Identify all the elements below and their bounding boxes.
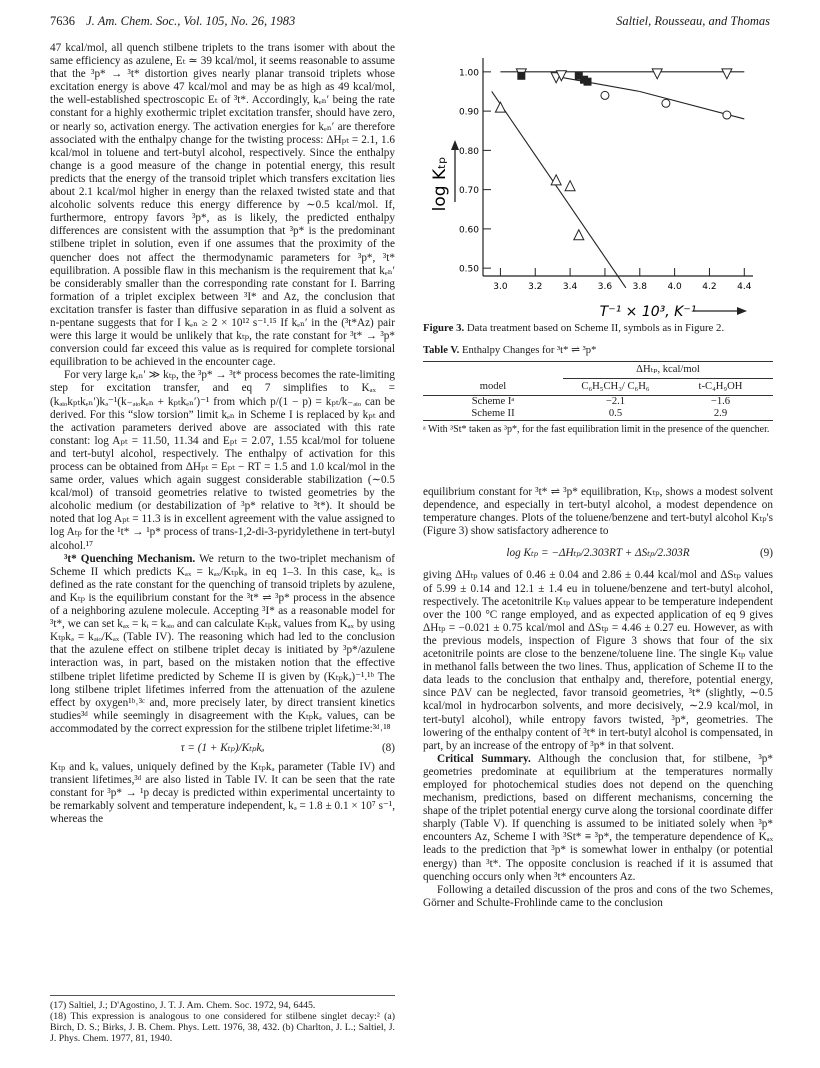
chart-markers [495,69,731,240]
right-paragraph-3-body: Although the conclusion that, for stilbene, ³p* geometries predominate at equilibrium at the temperatures normally employed for photochemical studies does not depend on the quenching mechanism, predictions, based on different mechanisms, concerning the shape of the triplet potential energy curve along the torsional coordinate differ sharply (Table V). If quenching is assumed to be initiated solely when ³p* encounters Az, Scheme I with ³St* ≡ ³p*, the temperature dependence of Kₐₓ leads to the prediction that ³p* is somewhat lower in enthalpy (or potential energy) than ³t*. The opposite conclusion is reached if it is assumed that quenching occurs only when ³t* encounters Az. [423,752,773,883]
table-title-text: Enthalpy Changes for ³t* ⇌ ³p* [459,345,597,356]
table-row [423,396,773,409]
left-paragraph-2: For very large kₑₙ′ ≫ kₜₚ, the ³p* → ³t* process becomes the rate-limiting step for excitation transfer, and eq 7 simplifies to Kₐₓ = (kₔᵢₒkₚₜkₑₙ′)kₔ⁻¹(k₋ₔᵢₒkₑₙ + kₚₜkₑₙ′)⁻¹ from which p/(1 − p) = kₚₜ/k₋ₔᵢₒ can be derived. For this “slow torsion” limit kₑₙ in Scheme I is replaced by kₚₜ and the activation parameters derived above are associated with this rate constant: log Aₚₜ = 11.50, 11.34 and Eₚₜ = 2.07, 1.55 kcal/mol for toluene and tert-butyl alcohol, respectively. The enthalpy of activation for this process can be obtained from ΔHₚₜ = Eₚₜ − RT = 1.5 and 1.0 kcal/mol in the same order, values which again suggest considerable stabilization (∼0.5 kcal/mol) of transoid geometries relative to twisted geometries by the alcoholic medium (or destabilization of ³p* relative to ³t*). It should be noted that log Aₚₜ = 11.3 is in excellent agreement with the value assigned to log Aₜₚ for the ¹t* → ¹p* process of trans-1,2-di-3-pyridylethene in tert-butyl alcohol.¹⁷ [50,369,395,552]
triangle-down-marker [652,69,662,79]
header-authors: Saltiel, Rousseau, and Thomas [616,14,770,28]
table-row [423,408,773,421]
triangle-up-marker [574,230,584,240]
table-col-model: model [479,381,507,392]
y-tick-label: 1.00 [458,68,479,79]
x-axis-label: T⁻¹ × 10³, K⁻¹ [599,304,697,320]
equation-9-number: (9) [759,547,773,560]
circle-marker [601,91,609,99]
figure-3-caption [423,322,775,335]
y-tick-label: 0.80 [458,146,479,157]
circle-marker [662,99,670,107]
table-footnote: ᵃ With ³St* taken as ³p*, for the fast equilibration limit in the presence of the quencher. [423,424,770,435]
right-paragraph-4: Following a detailed discussion of the pros and cons of the two Schemes, Görner and Schulte-Frohlinde came to the conclusion [423,883,773,909]
left-paragraph-1: 47 kcal/mol, all quench stilbene triplets to the trans isomer with about the same efficiency as azulene, Eₜ ≃ 39 kcal/mol, it seems reasonable to assume that the ³p* → ³t* distortion gives nearly planar transoid triplets whose excitation energy is above 47 kcal/mol and may be as high as 49 kcal/mol, the well-established spectroscopic Eₜ of ³t*. Accordingly, kₑₙ′ being the rate constant for a highly exothermic triplet excitation transfer, should have zero, or nearly so, activation energy. The activation energies for kₑₙ′ are therefore associated with the enthalpy change for the twisting process: ΔHₚₜ = 2.1, 1.6 kcal/mol in toluene and tert-butyl alcohol, respectively. Since the enthalpy change is a good measure of the change in potential energy, this result predicts that the energy of the transoid triplet which transfers excitation lies about 2.1 kcal/mol higher in energy than the relaxed twisted state and that alcoholic solvents reduce this energy difference by ∼0.5 kcal/mol. If, furthermore, entropy favors ³p*, as is likely, the predicted enthalpy differences are consistent with the assumption that ³p* is the predominant stilbene triplet in solution, even if one assumes that the proximity of the quencher does not affect the thermodynamic parameters for ³p*, ³t* equilibration. A possible flaw in this mechanism is the requirement that kₑₙ′ be considerably smaller than the corresponding rate constant for I. Barring formation of a triplet exciplex between ³I* and Az, the conclusion that excitation transfer is faster than diffusive separation in as fluid a solvent as n-pentane suggests that for I kₑₙ ≥ 2 × 10¹² s⁻¹.¹⁵ If kₑₙ′ in the (³t*Az) pair were this large it would be unlikely that kₜₚ, the rate constant for ³t* → ³p* conversion could far exceed this value as is required for complete torsional equilibration to be achieved in the encounter cage. [50,42,395,369]
left-column [50,42,395,827]
figure-caption-label: Figure 3. [423,322,465,334]
table-cell: 2.9 [713,408,728,419]
chart-fit-lines [492,72,745,288]
table-group-header: ΔHₜₚ, kcal/mol [563,362,773,379]
table-col-tbutanol: t-C₄H₉OH [698,381,743,392]
y-tick-label: 0.90 [458,107,479,118]
figure-caption-text: Data treatment based on Scheme II, symbols as in Figure 2. [464,322,725,334]
circle-marker [723,111,731,119]
table-cell: 0.5 [608,408,623,419]
table-cell: −1.6 [710,396,731,407]
x-tick-label: 3.8 [632,282,647,292]
x-tick-label: 3.6 [597,282,613,292]
left-paragraph-3-body: We return to the two-triplet mechanism of Scheme II which predicts Kₐₓ = kₐₓ/Kₜₚkₔ in eq 1–3. In this case, kₐₓ is defined as the rate constant for the quenching of transoid triplets by azulene, and Kₜₚ is the equilibrium constant for the ³t* ⇌ ³p* process in the absence of a neighboring azulene molecule. Accepting ³I* as a reasonable model for ³t*, we can set kₐₓ = kᵢ = kₔᵢₒ and can calculate Kₜₚkₔ values from Kₐₓ by using Kₜₚkₔ = kₔᵢₒ/Kₐₓ (Table IV). The reasoning which had led to the conclusion that the azulene effect on stilbene triplet decay is initiated by ³p*/azulene interaction was, in part, based on the mistaken notion that the effective stilbene triplet lifetime predicted by Scheme II is given by (Kₜₚkₔ)⁻¹.¹ᵇ The long stilbene triplet lifetimes inferred from the attenuation of the azulene effect by oxygen¹ᵇ˒³ᶜ and, more precisely later, by direct transient kinetics studies³ᵈ while seemingly in disagreement with the Kₜₚkₔ values, can be accommodated by the correct expression for the stilbene triplet lifetime:³ᵈ˒¹⁸ [50,552,395,735]
x-tick-label: 4.4 [737,282,752,292]
table-v [423,345,773,436]
y-tick-label: 0.50 [458,264,479,275]
right-column [423,486,773,910]
section-heading-summary: Critical Summary. [437,752,531,765]
footnote-18: (18) This expression is analogous to one considered for stilbene singlet decay:² (a) Birch, D. S.; Birks, J. B. Chem. Phys. Lett. 1976, 38, 432. (b) Charlton, J. L.; Saltiel, J. J. Phys. Chem. 1977, 81, 1940. [50,1011,395,1044]
equation-8-number: (8) [381,741,395,754]
x-tick-label: 4.2 [702,282,717,292]
fit-line [492,91,626,287]
table-cell: Scheme II [471,408,515,419]
x-tick-label: 4.0 [667,282,682,292]
square-marker [517,72,525,80]
header-left [50,14,295,29]
equation-8-formula: τ = (1 + Kₜₚ)/Kₜₚkₔ [180,741,265,754]
y-axis-arrowhead [451,140,459,150]
x-tick-label: 3.4 [562,282,578,292]
right-paragraph-2: giving ΔHₜₚ values of 0.46 ± 0.04 and 2.86 ± 0.44 kcal/mol and ΔSₜₚ values of 5.99 ± 0.14 and 12.1 ± 1.4 eu in toluene/benzene and tert-butyl alcohol, respectively. The acetonitrile Kₜₚ values appear to be temperature independent over the 100 °C range employed, and as expected application of eq 9 gives ΔHₜₚ = −0.021 ± 0.75 kcal/mol and ΔSₜₚ = 4.46 ± 0.27 eu. However, as with the previous models, inspection of Figure 3 shows that four of the six acetonitrile points are close to the benzene/toluene line. The single Kₜₚ value in methanol falls between the two lines. Thus, application of Scheme II to the data leads to the conclusion that enthalpy and, therefore, potential energy, since PΔV can be neglected, favor transoid geometries, ³t* (slightly, ∼0.5 kcal/mol in hydrocarbon solvents, and more decisively, ∼2.9 kcal/mol, in tert-butyl alcohol), while entropy favors twisted, ³p*, geometries. The lowering of the enthalpy content of ³t* in tert-butyl alcohol is compensated, in part, by an increase of the entropy of ³p* in that solvent. [423,569,773,752]
figure-3 [423,44,773,349]
equation-9-formula: log Kₜₚ = −ΔHₜₚ/2.303RT + ΔSₜₚ/2.303R [506,547,690,560]
triangle-up-marker [565,181,575,191]
right-paragraph-3 [423,753,773,884]
y-tick-label: 0.60 [458,225,479,236]
square-marker [584,78,592,86]
page-number: 7636 [50,14,75,28]
journal-citation: J. Am. Chem. Soc., Vol. 105, No. 26, 1983 [86,14,296,28]
table-label: Table V. [423,345,460,356]
footnote-17: (17) Saltiel, J.; D'Agostino, J. T. J. Am. Chem. Soc. 1972, 94, 6445. [50,1000,316,1011]
y-tick-label: 0.70 [458,186,479,197]
equation-8 [50,742,395,755]
equation-9 [423,547,773,560]
triangle-up-marker [495,102,505,112]
figure-3-chart [423,44,773,324]
section-heading-quenching: ³t* Quenching Mechanism. [64,552,196,565]
triangle-down-marker [722,69,732,79]
table-v-grid [423,361,773,421]
fit-line [553,76,640,92]
right-paragraph-1: equilibrium constant for ³t* ⇌ ³p* equilibration, Kₜₚ, shows a modest solvent dependence, and especially in tert-butyl alcohol, a modest dependence on temperature changes. Plots of the toluene/benzene and tert-butyl alcohol Kₜₚ's (Figure 3) show satisfactory adherence to [423,486,773,538]
running-header [50,14,770,34]
table-cell: −2.1 [605,396,626,407]
table-title [423,345,773,357]
x-axis-arrowhead [737,307,747,315]
x-tick-label: 3.0 [493,282,508,292]
x-tick-label: 3.2 [528,282,543,292]
footnotes [50,995,395,1044]
left-paragraph-4: Kₜₚ and kₔ values, uniquely defined by the Kₜₚkₔ parameter (Table IV) and transient lifetimes,³ᵈ are also listed in Table IV. It can be seen that the rate constant for ³p* → ¹p decay is predicted within experimental uncertainty to be remarkably solvent and temperature independent, kₔ = 1.8 ± 0.1 × 10⁷ s⁻¹, whereas the [50,761,395,826]
table-col-toluene: C₆H₅CH₃/ C₆H₆ [581,381,650,392]
y-axis-label: log Kₜₚ [430,156,450,212]
left-paragraph-3 [50,553,395,736]
table-cell: Scheme Iᵃ [471,396,515,407]
